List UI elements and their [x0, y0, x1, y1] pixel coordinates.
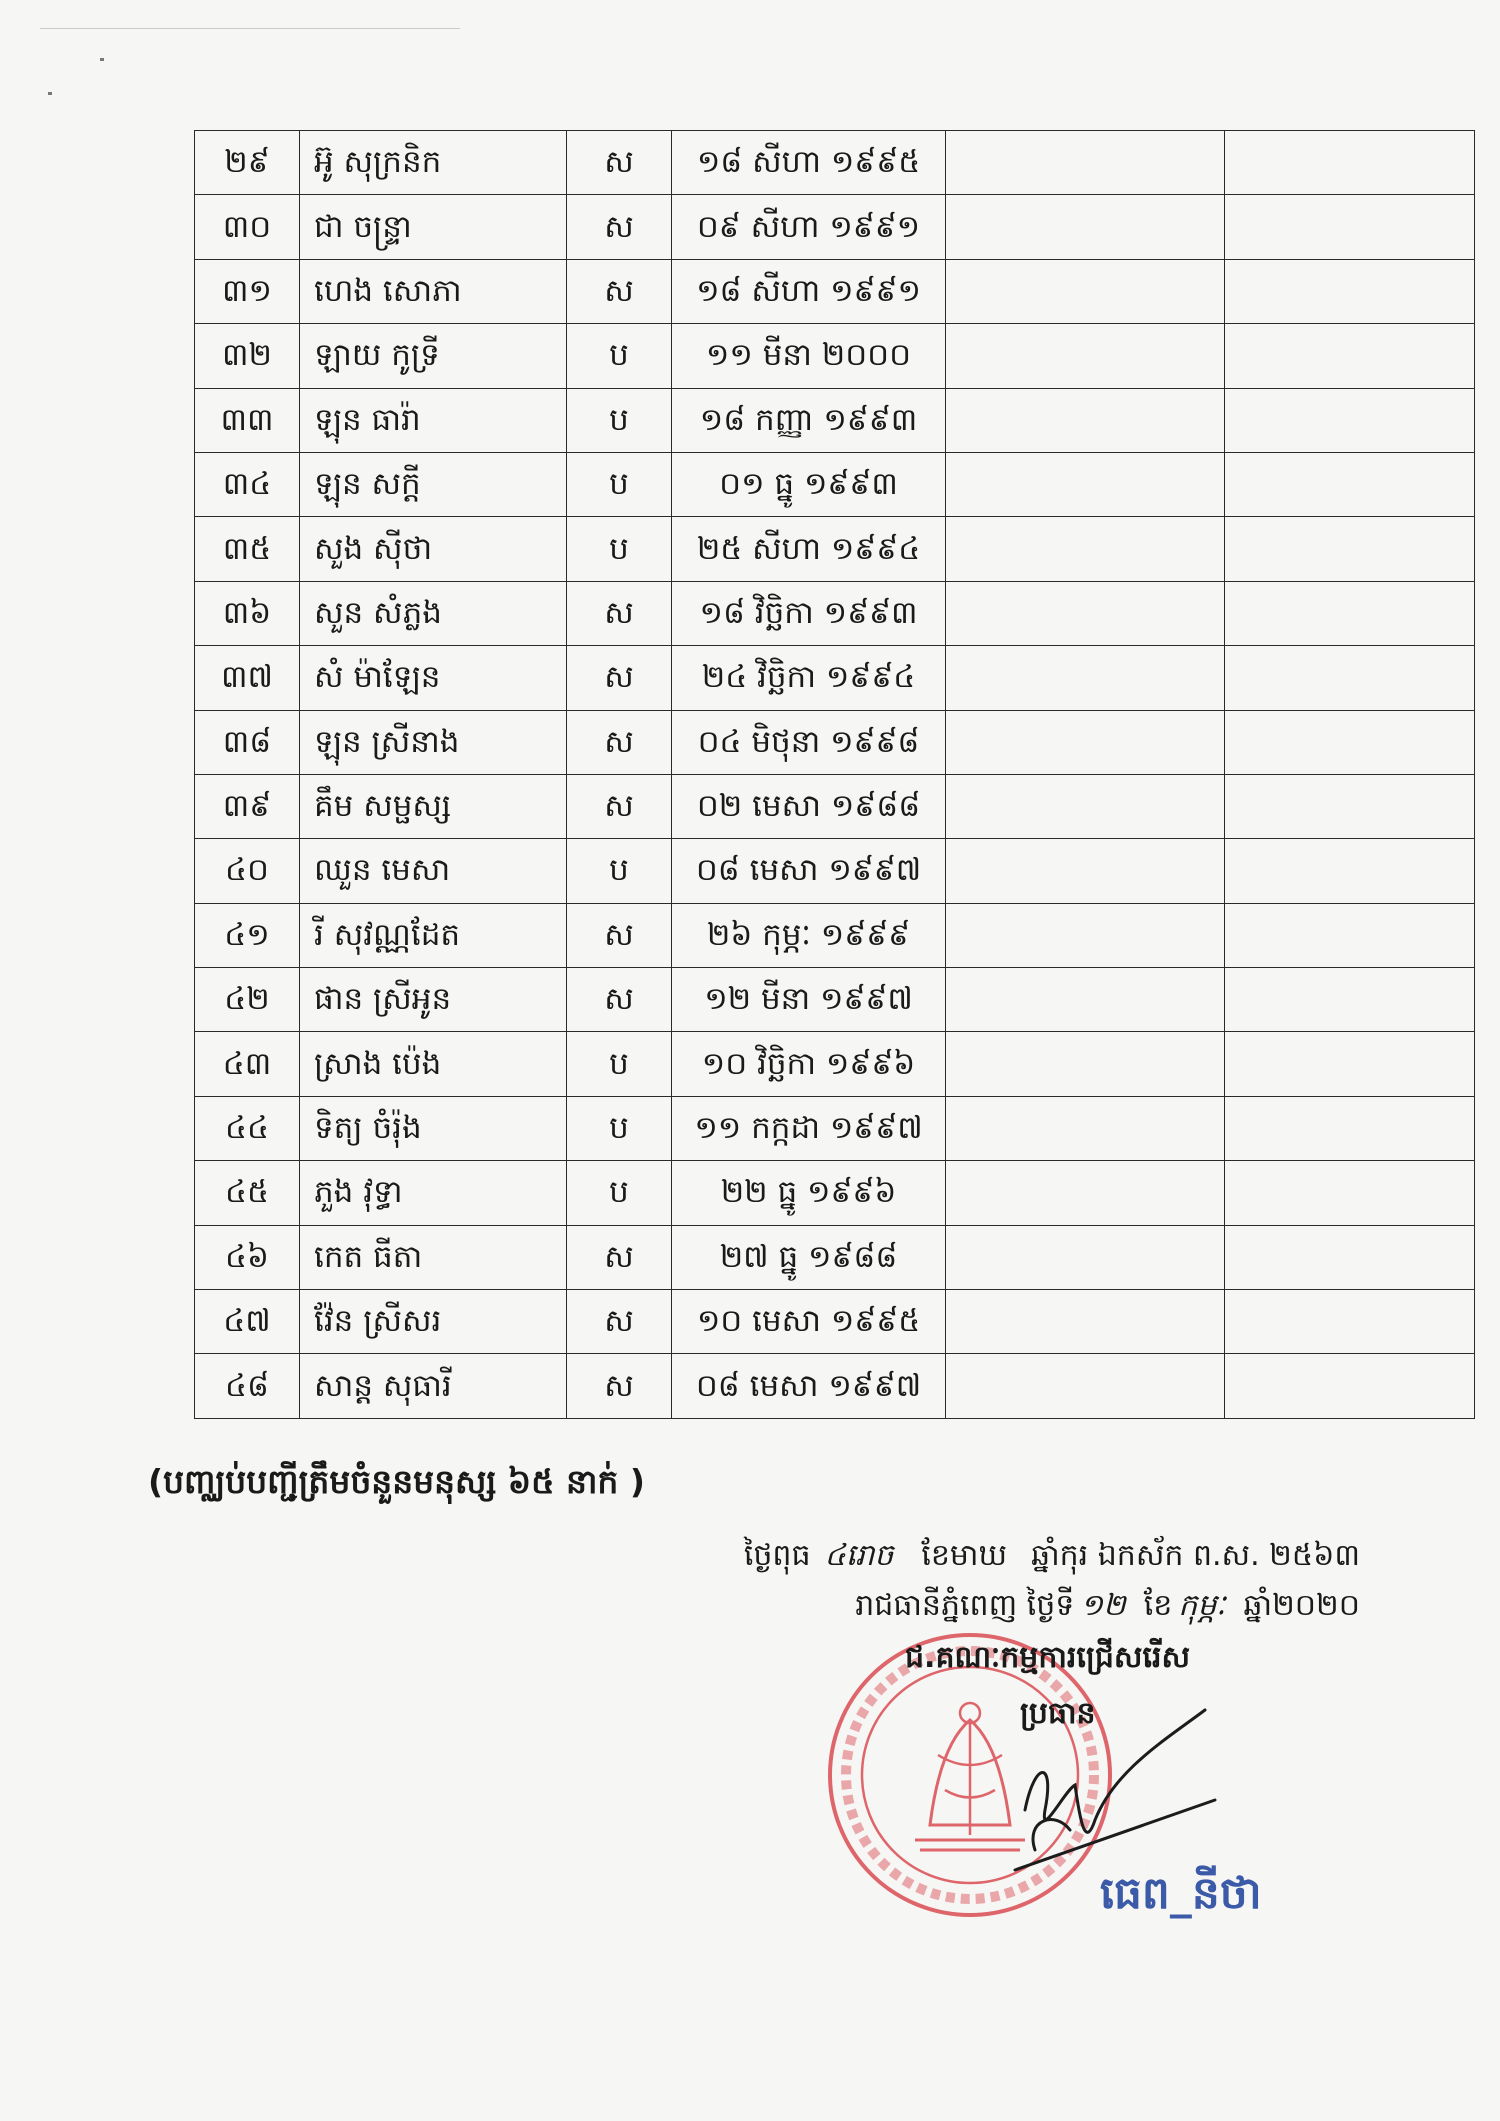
solar-date-month: កុម្ភៈ: [1178, 1588, 1226, 1623]
cell-number: ៤០: [195, 839, 300, 903]
cell-name: សាន្ត សុធារី: [300, 1354, 567, 1418]
cell-empty-1: [946, 968, 1225, 1032]
cell-empty-1: [946, 1161, 1225, 1225]
cell-name: ឡុន សក្តី: [300, 452, 567, 516]
cell-empty-2: [1225, 1096, 1475, 1160]
cell-sex: ប: [567, 839, 672, 903]
table-row: [195, 1096, 1475, 1160]
table-row: [195, 195, 1475, 259]
cell-number: ៤៧: [195, 1290, 300, 1354]
cell-date-of-birth: ១៨ សីហា ១៩៩៥: [672, 131, 946, 195]
cell-date-of-birth: ១០ មេសា ១៩៩៥: [672, 1290, 946, 1354]
cell-empty-1: [946, 1290, 1225, 1354]
cell-sex: ប: [567, 1096, 672, 1160]
cell-date-of-birth: ២២ ធ្នូ ១៩៩៦: [672, 1161, 946, 1225]
cell-number: ៣៧: [195, 646, 300, 710]
cell-number: ៣២: [195, 324, 300, 388]
cell-name: ឡុន ស្រីនាង: [300, 710, 567, 774]
lunar-date-day: ៤រោច: [824, 1538, 894, 1573]
cell-sex: ប: [567, 517, 672, 581]
cell-name: រី សុវណ្ណដែត: [300, 903, 567, 967]
cell-empty-1: [946, 646, 1225, 710]
cell-name: សំ ម៉ាឡែន: [300, 646, 567, 710]
table-row: [195, 1290, 1475, 1354]
scan-artifact-line: [40, 28, 460, 29]
cell-empty-2: [1225, 324, 1475, 388]
cell-number: ៣០: [195, 195, 300, 259]
cell-number: ៤៨: [195, 1354, 300, 1418]
cell-empty-1: [946, 195, 1225, 259]
cell-sex: ស: [567, 646, 672, 710]
table-row: [195, 1354, 1475, 1418]
cell-empty-2: [1225, 1225, 1475, 1289]
table-row: [195, 710, 1475, 774]
cell-date-of-birth: ១១ កក្កដា ១៩៩៧: [672, 1096, 946, 1160]
cell-sex: ប: [567, 1161, 672, 1225]
cell-empty-2: [1225, 1032, 1475, 1096]
table-row: [195, 968, 1475, 1032]
lunar-date-month: ខែមាឃ: [921, 1538, 1008, 1573]
closing-note: (បញ្ឈប់បញ្ជីត្រឹមចំនួនមនុស្ស ៦៥ នាក់ ): [148, 1462, 645, 1501]
cell-name: ឈួន មេសា: [300, 839, 567, 903]
solar-date-prefix: រាជធានីភ្នំពេញ ថ្ងៃទី: [855, 1588, 1075, 1623]
table-row: [195, 839, 1475, 903]
cell-sex: ស: [567, 1354, 672, 1418]
cell-sex: ស: [567, 710, 672, 774]
cell-date-of-birth: ០៨ មេសា ១៩៩៧: [672, 1354, 946, 1418]
cell-date-of-birth: ១២ មីនា ១៩៩៧: [672, 968, 946, 1032]
cell-empty-2: [1225, 710, 1475, 774]
solar-date-day: ១២: [1080, 1588, 1126, 1623]
cell-date-of-birth: ១០ វិច្ឆិកា ១៩៩៦: [672, 1032, 946, 1096]
cell-empty-2: [1225, 646, 1475, 710]
cell-empty-2: [1225, 1354, 1475, 1418]
table-row: [195, 774, 1475, 838]
cell-date-of-birth: ២៥ សីហា ១៩៩៤: [672, 517, 946, 581]
cell-empty-1: [946, 1096, 1225, 1160]
table-row: [195, 1161, 1475, 1225]
table-row: [195, 517, 1475, 581]
cell-number: ៣៥: [195, 517, 300, 581]
lunar-date-year: ឆ្នាំកុរ ឯកស័ក ព.ស. ២៥៦៣: [1031, 1538, 1360, 1573]
cell-number: ២៩: [195, 131, 300, 195]
cell-sex: ប: [567, 388, 672, 452]
cell-sex: ស: [567, 903, 672, 967]
cell-empty-2: [1225, 452, 1475, 516]
cell-name: ស្រាង ប៉េង: [300, 1032, 567, 1096]
scan-artifact-dot: [48, 92, 52, 95]
cell-empty-2: [1225, 1161, 1475, 1225]
table-row: [195, 131, 1475, 195]
cell-empty-1: [946, 1032, 1225, 1096]
cell-sex: ស: [567, 774, 672, 838]
cell-name: សួន សំភ្លង: [300, 581, 567, 645]
cell-date-of-birth: ១១ មីនា ២០០០: [672, 324, 946, 388]
cell-name: កេត ធីតា: [300, 1225, 567, 1289]
signer-role: ប្រធាន: [1020, 1696, 1096, 1731]
cell-sex: ស: [567, 1290, 672, 1354]
cell-number: ៣៣: [195, 388, 300, 452]
cell-number: ៣៦: [195, 581, 300, 645]
cell-empty-2: [1225, 388, 1475, 452]
cell-number: ៣៨: [195, 710, 300, 774]
cell-date-of-birth: ១៨ កញ្ញា ១៩៩៣: [672, 388, 946, 452]
cell-name: អ៊ូ សុក្រនិក: [300, 131, 567, 195]
cell-date-of-birth: ២៤ វិច្ឆិកា ១៩៩៤: [672, 646, 946, 710]
cell-number: ៣៩: [195, 774, 300, 838]
cell-empty-1: [946, 581, 1225, 645]
cell-empty-1: [946, 839, 1225, 903]
table-row: [195, 581, 1475, 645]
cell-sex: ស: [567, 195, 672, 259]
cell-number: ៤២: [195, 968, 300, 1032]
signer-name: ធេព_នីថា: [1100, 1868, 1262, 1919]
cell-date-of-birth: ០៨ មេសា ១៩៩៧: [672, 839, 946, 903]
cell-sex: ស: [567, 259, 672, 323]
cell-empty-1: [946, 259, 1225, 323]
cell-sex: ស: [567, 1225, 672, 1289]
cell-name: ទិត្យ ចំរ៉ុង: [300, 1096, 567, 1160]
cell-sex: ប: [567, 324, 672, 388]
committee-name: ជ.គណៈកម្មការជ្រើសរើស: [905, 1640, 1191, 1675]
solar-date-line: [855, 1586, 1360, 1630]
cell-empty-2: [1225, 131, 1475, 195]
cell-empty-1: [946, 1225, 1225, 1289]
cell-name: ឡុន ធារ៉ា: [300, 388, 567, 452]
cell-empty-1: [946, 131, 1225, 195]
candidate-list-body: [195, 131, 1475, 1419]
table-row: [195, 1225, 1475, 1289]
cell-name: វ៉ែន ស្រីសរ: [300, 1290, 567, 1354]
cell-number: ៤១: [195, 903, 300, 967]
table-row: [195, 388, 1475, 452]
table-row: [195, 324, 1475, 388]
solar-date-month-label: ខែ: [1143, 1588, 1173, 1623]
cell-empty-1: [946, 452, 1225, 516]
solar-date-year: ឆ្នាំ២០២០: [1243, 1588, 1360, 1623]
cell-name: ហេង សោភា: [300, 259, 567, 323]
cell-date-of-birth: ០៩ សីហា ១៩៩១: [672, 195, 946, 259]
table-row: [195, 646, 1475, 710]
cell-date-of-birth: ២៧ ធ្នូ ១៩៨៨: [672, 1225, 946, 1289]
cell-date-of-birth: ១៨ វិច្ឆិកា ១៩៩៣: [672, 581, 946, 645]
cell-sex: ស: [567, 581, 672, 645]
lunar-date-line: [744, 1536, 1360, 1580]
cell-number: ៤៤: [195, 1096, 300, 1160]
cell-empty-2: [1225, 1290, 1475, 1354]
table-row: [195, 1032, 1475, 1096]
cell-date-of-birth: ០២ មេសា ១៩៨៨: [672, 774, 946, 838]
cell-number: ៣៤: [195, 452, 300, 516]
cell-number: ៤៦: [195, 1225, 300, 1289]
cell-empty-1: [946, 324, 1225, 388]
cell-empty-1: [946, 710, 1225, 774]
table-row: [195, 259, 1475, 323]
cell-name: ផាន ស្រីអូន: [300, 968, 567, 1032]
cell-date-of-birth: ០៤ មិថុនា ១៩៩៨: [672, 710, 946, 774]
cell-name: ឡាយ កូទ្រី: [300, 324, 567, 388]
cell-name: សួង ស៊ីថា: [300, 517, 567, 581]
cell-name: ភួង វុទ្ធា: [300, 1161, 567, 1225]
cell-empty-2: [1225, 195, 1475, 259]
candidate-list-table: [194, 130, 1475, 1419]
cell-date-of-birth: ២៦ កុម្ភៈ ១៩៩៩: [672, 903, 946, 967]
cell-empty-2: [1225, 839, 1475, 903]
cell-name: ជា ចន្ទ្រា: [300, 195, 567, 259]
cell-empty-2: [1225, 968, 1475, 1032]
cell-name: គឹម សម្ផស្ស: [300, 774, 567, 838]
cell-empty-1: [946, 903, 1225, 967]
cell-number: ៤៥: [195, 1161, 300, 1225]
cell-empty-1: [946, 517, 1225, 581]
cell-sex: ប: [567, 1032, 672, 1096]
cell-empty-2: [1225, 517, 1475, 581]
cell-number: ៣១: [195, 259, 300, 323]
cell-empty-2: [1225, 259, 1475, 323]
cell-sex: ស: [567, 131, 672, 195]
cell-date-of-birth: ១៨ សីហា ១៩៩១: [672, 259, 946, 323]
cell-empty-2: [1225, 774, 1475, 838]
cell-empty-1: [946, 774, 1225, 838]
cell-sex: ស: [567, 968, 672, 1032]
cell-empty-2: [1225, 581, 1475, 645]
cell-empty-2: [1225, 903, 1475, 967]
lunar-date-prefix: ថ្ងៃពុធ: [743, 1538, 811, 1573]
cell-empty-1: [946, 1354, 1225, 1418]
table-row: [195, 452, 1475, 516]
cell-sex: ប: [567, 452, 672, 516]
table-row: [195, 903, 1475, 967]
cell-number: ៤៣: [195, 1032, 300, 1096]
cell-empty-1: [946, 388, 1225, 452]
scan-artifact-dot: [100, 58, 104, 61]
cell-date-of-birth: ០១ ធ្នូ ១៩៩៣: [672, 452, 946, 516]
